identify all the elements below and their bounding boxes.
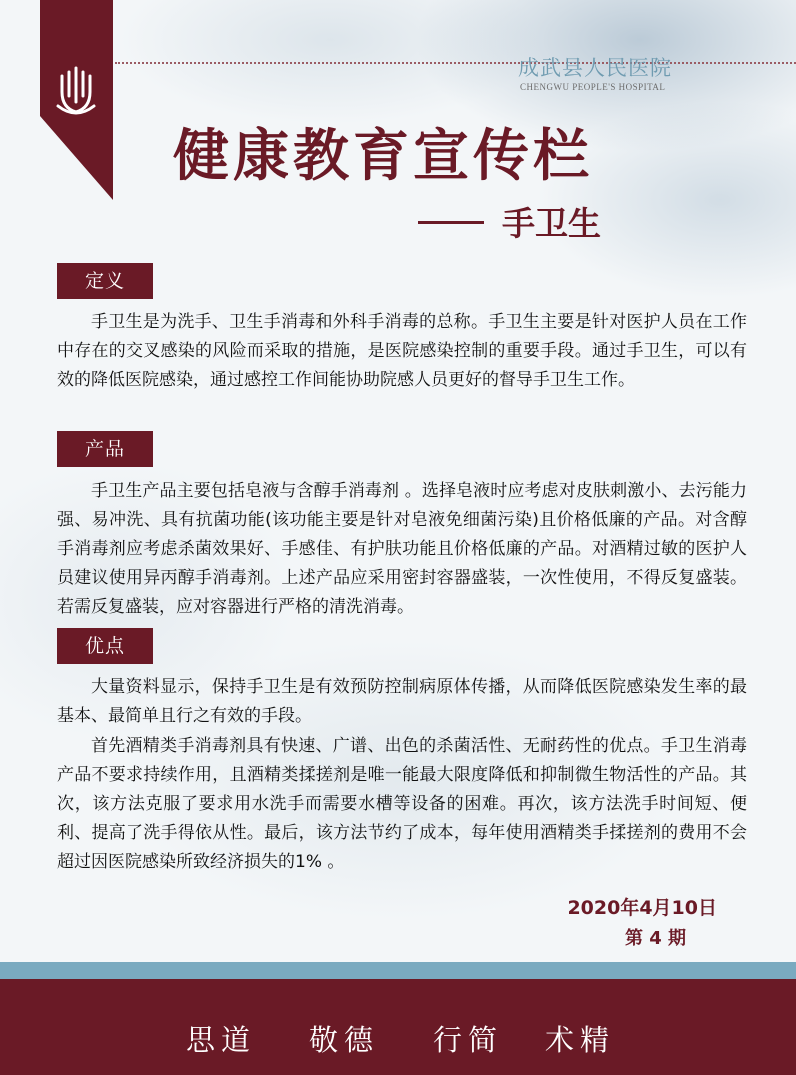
definition-paragraph: 手卫生是为洗手、卫生手消毒和外科手消毒的总称。手卫生主要是针对医护人员在工作中存在的交叉感染的风险而采取的措施，是医院感染控制的重要手段。通过手卫生，可以有效的降低医院感染，通过感控工作间能协助院感人员更好的督导手卫生工作。 (57, 312, 747, 390)
subtitle-dash (418, 221, 484, 224)
subtitle-text: 手卫生 (502, 204, 601, 243)
hospital-name-english: CHENGWU PEOPLE'S HOSPITAL (520, 82, 666, 92)
issue-number: 第 4 期 (624, 928, 686, 949)
footer-bar (0, 979, 796, 1075)
footer-accent-band (0, 962, 796, 979)
header-dotted-line (115, 62, 796, 64)
hospital-logo-icon (50, 62, 102, 122)
section-tag-advantages: 优点 (57, 628, 153, 664)
publish-date: 2020年4月10日 (567, 897, 717, 919)
section-tag-products: 产品 (57, 431, 153, 467)
advantages-paragraph-2: 首先酒精类手消毒剂具有快速、广谱、出色的杀菌活性、无耐药性的优点。手卫生消毒产品不要求持续作用，且酒精类揉搓剂是唯一能最大限度降低和抑制微生物活性的产品。其次，该方法克服了要求用水洗手而需要水槽等设备的困难。再次，该方法洗手时间短、便利、提高了洗手得依从性。最后，该方法节约了成本，每年使用酒精类手揉搓剂的费用不会超过因医院感染所致经济损失的1% 。 (57, 736, 747, 872)
motto-item-3: 行简 (433, 1023, 504, 1057)
motto-item-2: 敬德 (309, 1023, 380, 1057)
advantages-paragraph-1: 大量资料显示，保持手卫生是有效预防控制病原体传播，从而降低医院感染发生率的最基本、最简单且行之有效的手段。 (57, 677, 747, 726)
page-title: 健康教育宣传栏 (173, 124, 593, 189)
page-subtitle (418, 198, 601, 245)
products-paragraph: 手卫生产品主要包括皂液与含醇手消毒剂 。选择皂液时应考虑对皮肤刺激小、去污能力强、易冲洗、具有抗菌功能(该功能主要是针对皂液免细菌污染)且价格低廉的产品。对含醇手消毒剂应考虑杀菌效果好、手感佳、有护肤功能且价格低廉的产品。对酒精过敏的医护人员建议使用异丙醇手消毒剂。上述产品应采用密封容器盛装，一次性使用，不得反复盛装。若需反复盛装，应对容器进行严格的清洗消毒。 (57, 481, 747, 617)
motto-item-4: 术精 (545, 1023, 616, 1057)
section-tag-definition: 定义 (57, 263, 153, 299)
motto-item-1: 思道 (186, 1023, 257, 1057)
hospital-name: 成武县人民医院 (518, 56, 672, 80)
